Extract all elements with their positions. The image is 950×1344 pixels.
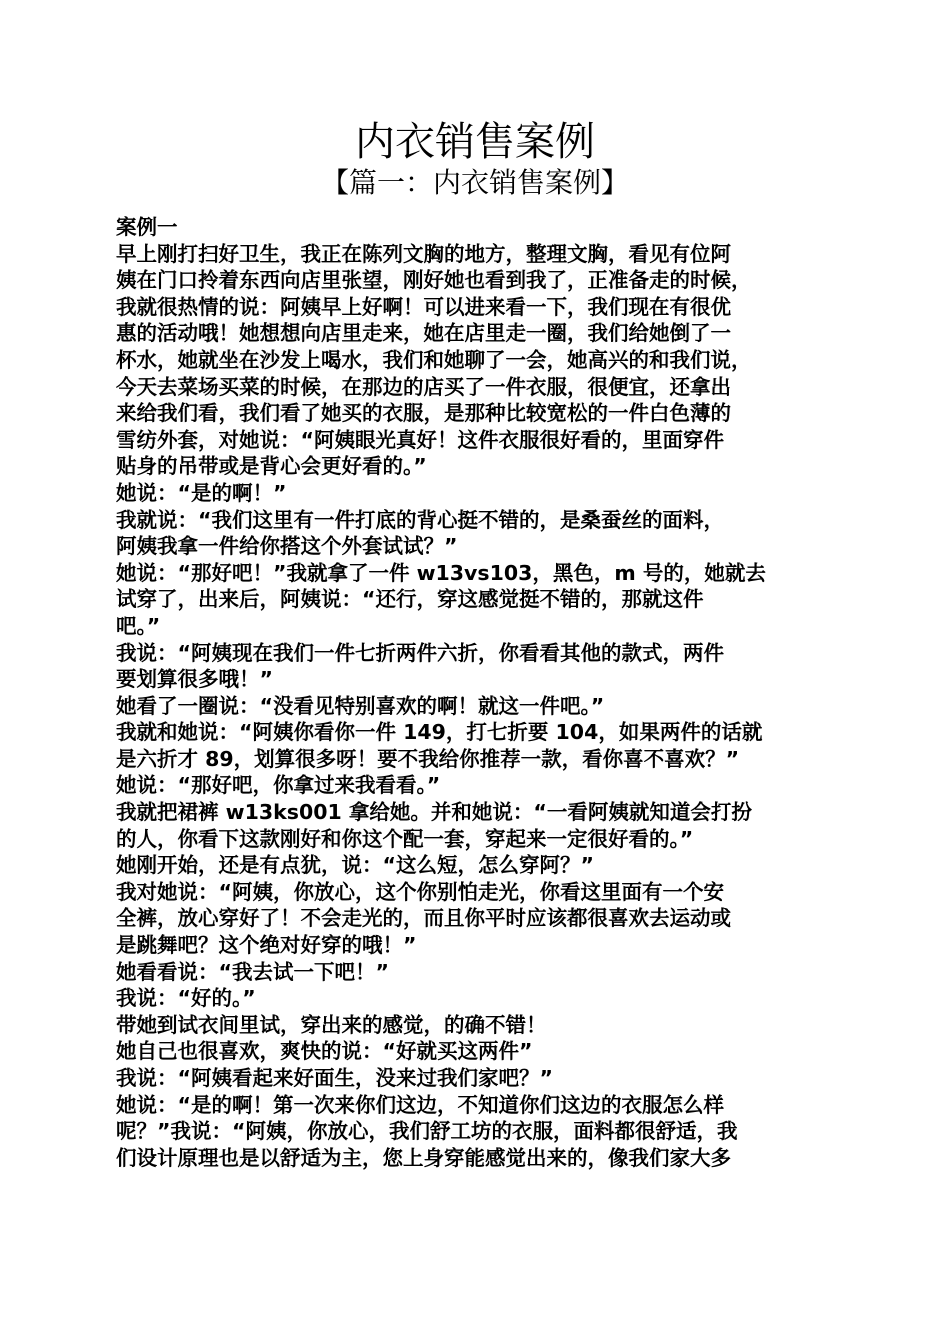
body-line: 吧。” (116, 613, 161, 638)
body-line: 试穿了，出来后，阿姨说：“还行，穿这感觉挺不错的，那就这件 (116, 587, 704, 612)
body-line: 我说：“阿姨看起来好面生，没来过我们家吧？” (116, 1066, 553, 1090)
body-line: 她看了一圈说：“没看见特别喜欢的啊！就这一件吧。” (116, 693, 605, 718)
body-line: 呢？”我说：“阿姨，你放心，我们舒工坊的衣服，面料都很舒适，我 (116, 1119, 738, 1144)
body-line: 是跳舞吧？这个绝对好穿的哦！” (116, 933, 417, 958)
body-line: 的人，你看下这款刚好和你这个配一套，穿起来一定很好看的。” (116, 826, 694, 851)
body-line: 我说：“阿姨现在我们一件七折两件六折，你看看其他的款式，两件 (116, 640, 724, 665)
body-line: 来给我们看，我们看了她买的衣服，是那种比较宽松的一件白色薄的 (116, 401, 731, 426)
body-line: 阿姨我拿一件给你搭这个外套试试？” (116, 534, 458, 559)
body-line: 我就把裙裤 w13ks001 拿给她。并和她说：“一看阿姨就知道会打扮 (116, 800, 752, 825)
section-heading: 案例一 (116, 215, 178, 239)
body-line: 雪纺外套，对她说：“阿姨眼光真好！这件衣服很好看的，里面穿件 (116, 427, 724, 452)
body-line: 她说：“那好吧，你拿过来我看看。” (116, 773, 441, 798)
body-line: 杯水，她就坐在沙发上喝水，我们和她聊了一会，她高兴的和我们说， (116, 347, 752, 372)
body-line: 是六折才 89，划算很多呀！要不我给你推荐一款，看你喜不喜欢？” (116, 746, 740, 771)
body-line: 她看看说：“我去试一下吧！” (116, 959, 389, 984)
document-subtitle: 【篇一：内衣销售案例】 (320, 166, 629, 199)
body-line: 她说：“是的啊！” (116, 480, 287, 505)
body-line: 我就和她说：“阿姨你看你一件 149，打七折要 104，如果两件的话就 (116, 720, 763, 745)
body-line: 我就说：“我们这里有一件打底的背心挺不错的，是桑蚕丝的面料， (116, 507, 724, 532)
body-line: 们设计原理也是以舒适为主，您上身穿能感觉出来的，像我们家大多 (116, 1145, 731, 1170)
body-line: 贴身的吊带或是背心会更好看的。” (116, 454, 427, 479)
body-line: 早上刚打扫好卫生，我正在陈列文胸的地方，整理文胸，看见有位阿 (116, 241, 731, 266)
body-line: 要划算很多哦！” (116, 667, 273, 692)
document-title: 内衣销售案例 (355, 119, 595, 165)
document-body (116, 214, 846, 1171)
body-line: 她刚开始，还是有点犹，说：“这么短，怎么穿阿？” (116, 853, 594, 878)
body-line: 姨在门口拎着东西向店里张望，刚好她也看到我了，正准备走的时候， (116, 268, 752, 293)
body-line: 带她到试衣间里试，穿出来的感觉，的确不错！ (116, 1012, 547, 1037)
body-line: 惠的活动哦！她想想向店里走来，她在店里走一圈，我们给她倒了一 (116, 321, 731, 346)
body-line: 我就很热情的说：阿姨早上好啊！可以进来看一下，我们现在有很优 (116, 294, 731, 319)
body-line: 她自己也很喜欢，爽快的说：“好就买这两件” (116, 1039, 533, 1064)
body-line: 她说：“那好吧！”我就拿了一件 w13vs103，黑色，m 号的，她就去 (116, 560, 766, 585)
body-line: 今天去菜场买菜的时候，在那边的店买了一件衣服，很便宜，还拿出 (116, 374, 731, 399)
body-line: 我说：“好的。” (116, 986, 256, 1011)
body-line: 全裤，放心穿好了！不会走光的，而且你平时应该都很喜欢去运动或 (116, 906, 731, 931)
body-line: 她说：“是的啊！第一次来你们这边，不知道你们这边的衣服怎么样 (116, 1092, 724, 1117)
body-line: 我对她说：“阿姨，你放心，这个你别怕走光，你看这里面有一个安 (116, 879, 724, 904)
